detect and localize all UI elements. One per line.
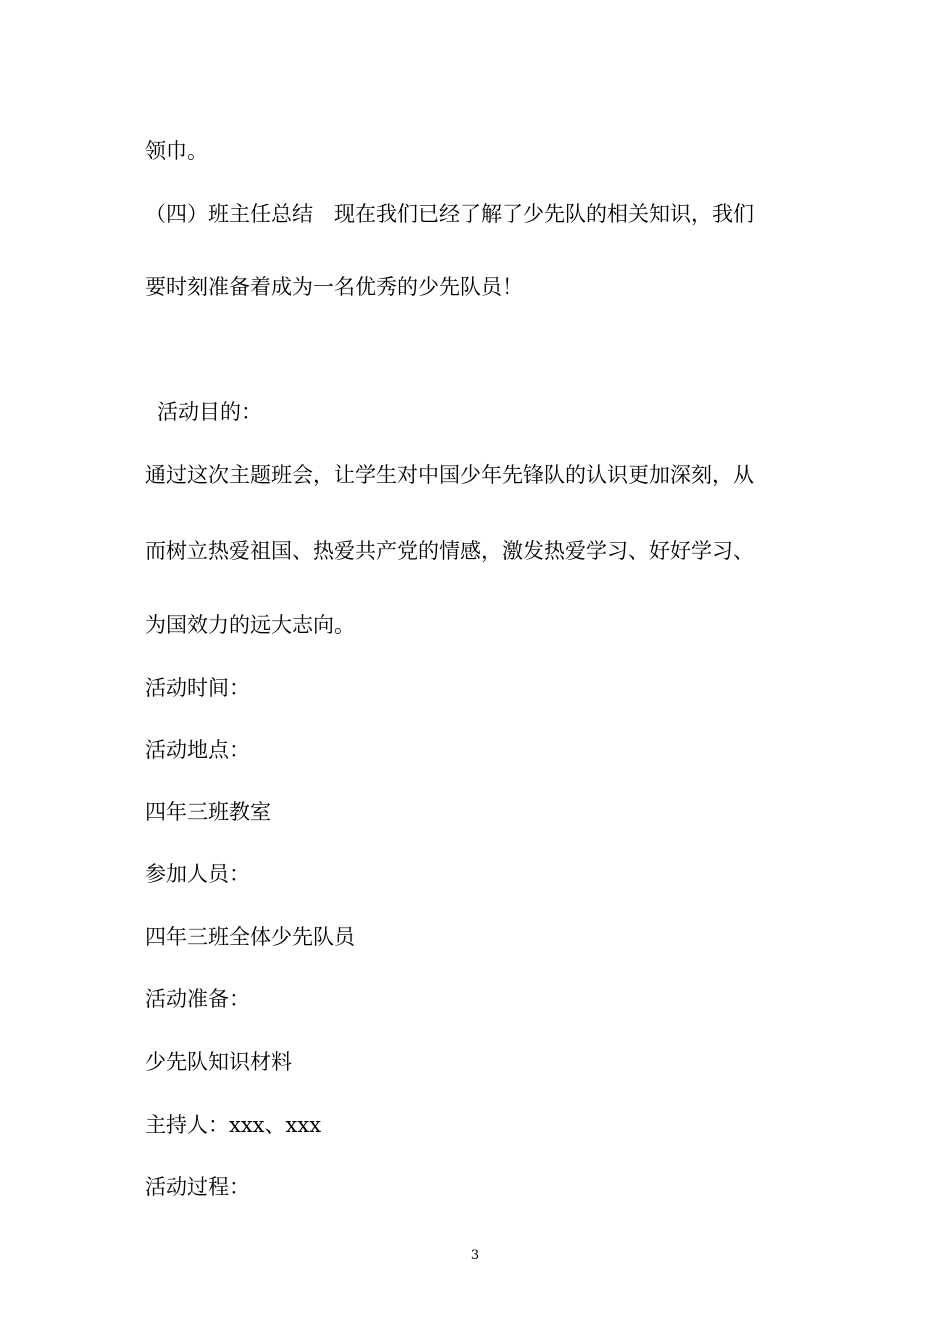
paragraph-line: 四年三班全体少先队员 (145, 925, 355, 949)
paragraph-line: 领巾。 (145, 139, 208, 163)
paragraph-line: 少先队知识材料 (145, 1050, 292, 1074)
section-heading: 活动准备： (145, 987, 250, 1011)
section-heading: 参加人员： (145, 862, 250, 886)
paragraph-line: 而树立热爱祖国、热爱共产党的情感，激发热爱学习、好好学习、 (145, 539, 754, 563)
paragraph-line: （四）班主任总结 现在我们已经了解了少先队的相关知识，我们 (145, 202, 754, 226)
page-number: 3 (470, 1248, 480, 1263)
section-heading: 活动时间： (145, 676, 250, 700)
paragraph-line: 要时刻准备着成为一名优秀的少先队员！ (145, 275, 523, 299)
section-heading: 活动地点： (145, 738, 250, 762)
section-heading: 活动过程： (145, 1175, 250, 1199)
paragraph-line: 通过这次主题班会，让学生对中国少年先锋队的认识更加深刻，从 (145, 463, 754, 487)
paragraph-line: 为国效力的远大志向。 (145, 613, 355, 637)
paragraph-line: 主持人：xxx、xxx (145, 1113, 322, 1137)
paragraph-line: 四年三班教室 (145, 800, 271, 824)
section-heading: 活动目的： (157, 400, 262, 424)
